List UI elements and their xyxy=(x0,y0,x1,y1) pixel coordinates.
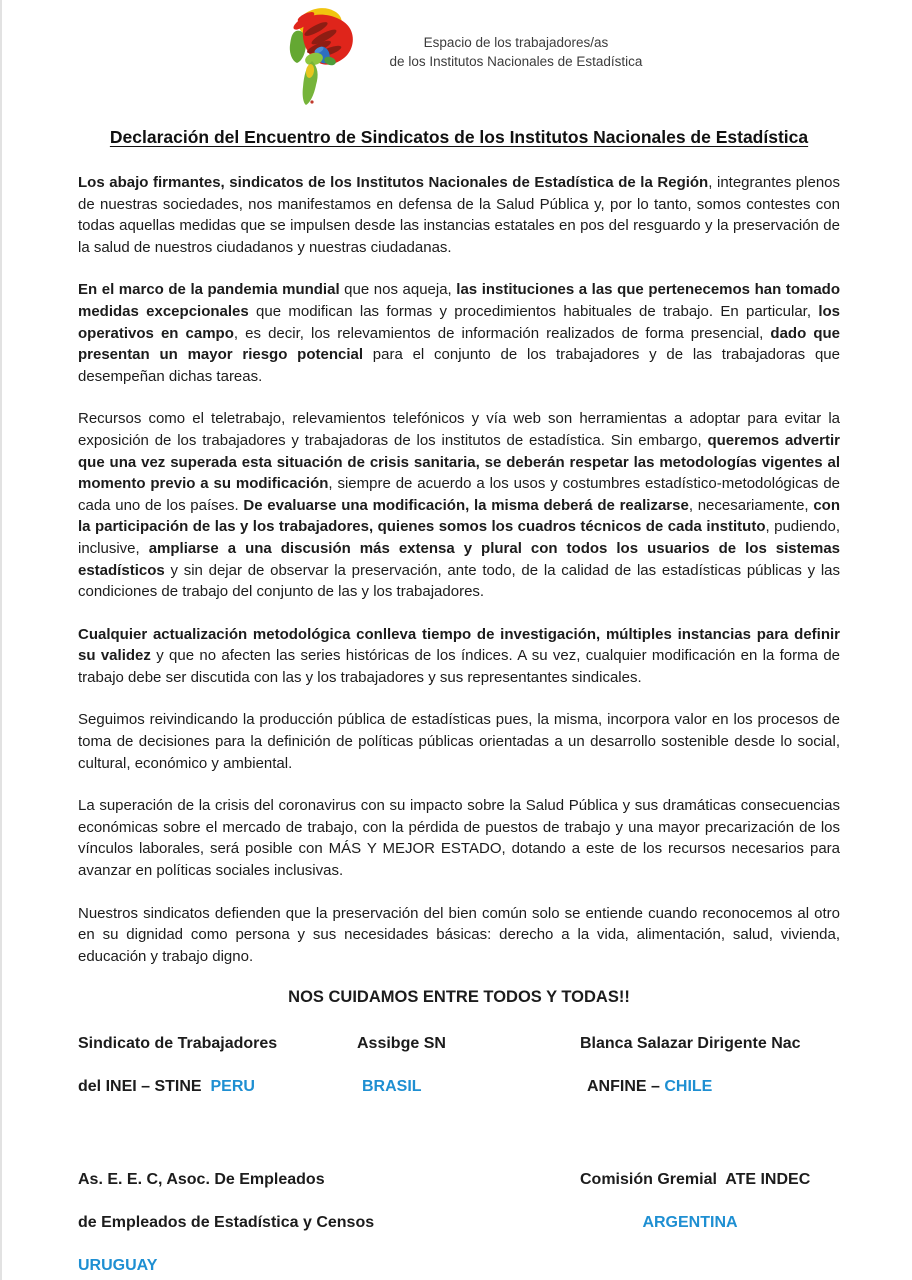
text-run: Nuestros sindicatos defienden que la preservación del bien común solo se entiende cuando reconocemos al otro en su dignidad como persona y sus necesidades básicas: derecho a la vida, alimentación, salud, vivienda, educación y trabajo digno. xyxy=(78,904,840,965)
signature-row-2 xyxy=(78,1170,840,1280)
text-run: , pudiendo, inclusive, xyxy=(78,518,840,557)
country-name: CHILE xyxy=(664,1078,713,1096)
signature-line xyxy=(580,1034,840,1053)
text-run: que modifican las formas y procedimientos habituales de trabajo. En particular, xyxy=(248,302,819,320)
country-name: ARGENTINA xyxy=(642,1214,738,1232)
letterhead-line2: de los Institutos Nacionales de Estadística xyxy=(389,54,643,69)
signature-row1-col-3 xyxy=(580,1034,840,1120)
union-name: del INEI – STINE xyxy=(78,1078,207,1096)
union-name: As. E. E. C, Asoc. De Empleados xyxy=(78,1171,325,1189)
south-america-hands-logo xyxy=(272,3,366,107)
union-name: Comisión Gremial ATE INDEC xyxy=(580,1171,811,1189)
union-name: Blanca Salazar Dirigente Nac xyxy=(580,1035,801,1053)
bold-text-run: En el marco de la pandemia mundial xyxy=(78,281,340,299)
signature-row-1 xyxy=(78,1034,840,1120)
text-run: y sin dejar de observar la preservación, ante todo, de la calidad de las estadísticas públicas y las condiciones de trabajo del conjunto de las y los trabajadores. xyxy=(78,561,840,601)
signature-line xyxy=(78,1213,580,1232)
text-run: y que no afecten las series históricas de los índices. A su vez, cualquier modificación en la forma de trabajo debe ser discutida con las y los trabajadores y sus representantes sindicales. xyxy=(78,647,841,686)
paragraph-7 xyxy=(78,903,840,968)
signature-line xyxy=(580,1213,840,1232)
country-name: BRASIL xyxy=(362,1078,422,1096)
text-run: , es decir, los relevamientos de información realizados de forma presencial, xyxy=(233,324,771,342)
bold-text-run: con la participación de las y los trabajadores, quienes somos los cuadros técnicos de cada instituto xyxy=(78,496,840,536)
paragraph-4 xyxy=(78,624,840,689)
text-run: Recursos como el teletrabajo, relevamientos telefónicos y vía web son herramientas a adoptar para evitar la exposición de los trabajadores y trabajadoras de los institutos de estadística. Sin embargo, xyxy=(78,410,840,449)
signature-line xyxy=(580,1170,840,1189)
signature-line xyxy=(357,1077,580,1096)
letterhead xyxy=(2,0,912,115)
signature-line xyxy=(78,1034,357,1053)
text-run: La superación de la crisis del coronavirus con su impacto sobre la Salud Pública y sus dramáticas consecuencias económicas sobre el mercado de trabajo, con la pérdida de puestos de trabajo y una mayor precarización de los vínculos laborales, será posible con MÁS Y MEJOR ESTADO, dotando a este de los recursos necesarios para avanzar en políticas sociales inclusivas. xyxy=(78,797,840,880)
document-title: Declaración del Encuentro de Sindicatos de los Institutos Nacionales de Estadística xyxy=(109,127,809,147)
signature-line xyxy=(78,1256,580,1275)
bold-text-run: Cualquier actualización metodológica conlleva tiempo de investigación, múltiples instancias para definir su validez xyxy=(78,625,840,665)
bold-text-run: Los abajo firmantes, sindicatos de los Institutos Nacionales de Estadística de la Región xyxy=(78,174,709,191)
paragraph-3 xyxy=(78,408,840,602)
union-name: de Empleados de Estadística y Censos xyxy=(78,1214,375,1232)
signature-row1-col-2 xyxy=(357,1034,580,1120)
bold-text-run: dado que presentan un mayor riesgo potencial xyxy=(78,324,840,364)
text-run: , integrantes plenos de nuestras sociedades, nos manifestamos en defensa de la Salud Pública y, por lo tanto, somos contestes con todas aquellas medidas que se impulsen desde las instancias estatales en pos del resguardo y la preservación de la salud de nuestros ciudadanos y nuestras ciudadanas. xyxy=(78,174,840,256)
signatures xyxy=(78,1034,840,1280)
document-body xyxy=(78,172,840,967)
signature-row1-col-1 xyxy=(78,1034,357,1120)
paragraph-1 xyxy=(78,172,840,258)
text-run: Seguimos reivindicando la producción pública de estadísticas pues, la misma, incorpora valor en los procesos de toma de decisiones para la definición de políticas públicas orientadas a un desarrollo sostenible desde lo social, cultural, económico y ambiental. xyxy=(78,711,840,772)
signature-line xyxy=(78,1077,357,1096)
signature-line xyxy=(78,1170,580,1189)
bold-text-run: las instituciones a las que pertenecemos han tomado medidas excepcionales xyxy=(78,281,840,320)
letterhead-line1: Espacio de los trabajadores/as xyxy=(423,35,609,50)
document-content xyxy=(2,127,912,1280)
text-run: que nos aqueja, xyxy=(339,281,457,299)
signature-row2-col-1 xyxy=(78,1170,580,1280)
union-name: ANFINE – xyxy=(587,1078,665,1096)
country-name: PERU xyxy=(206,1078,255,1096)
bold-text-run: De evaluarse una modificación, la misma deberá de realizarse xyxy=(243,496,689,514)
signature-line xyxy=(357,1034,580,1053)
paragraph-5 xyxy=(78,709,840,774)
signature-row2-col-2 xyxy=(580,1170,840,1280)
bold-text-run: los operativos en campo xyxy=(78,302,841,342)
slogan: NOS CUIDAMOS ENTRE TODOS Y TODAS!! xyxy=(288,988,630,1007)
letterhead-text xyxy=(390,33,643,71)
text-run: , siempre de acuerdo a los usos y costumbres estadístico-metodológicas de cada uno de los países. xyxy=(78,475,841,514)
text-run: para el conjunto de los trabajadores y de las trabajadoras que desempeñan dichas tareas. xyxy=(78,346,840,385)
country-name: URUGUAY xyxy=(78,1257,158,1275)
paragraph-2 xyxy=(78,279,840,387)
signature-line xyxy=(580,1077,840,1096)
text-run: , necesariamente, xyxy=(688,496,814,514)
bold-text-run: ampliarse a una discusión más extensa y plural con todos los usuarios de los sistemas estadísticos xyxy=(78,539,840,579)
union-name: Assibge SN xyxy=(357,1035,446,1053)
union-name: Sindicato de Trabajadores xyxy=(78,1035,278,1053)
paragraph-6 xyxy=(78,795,840,881)
bold-text-run: queremos advertir que una vez superada esta situación de crisis sanitaria, se deberán respetar las metodologías vigentes al momento previo a su modificación xyxy=(78,431,840,493)
